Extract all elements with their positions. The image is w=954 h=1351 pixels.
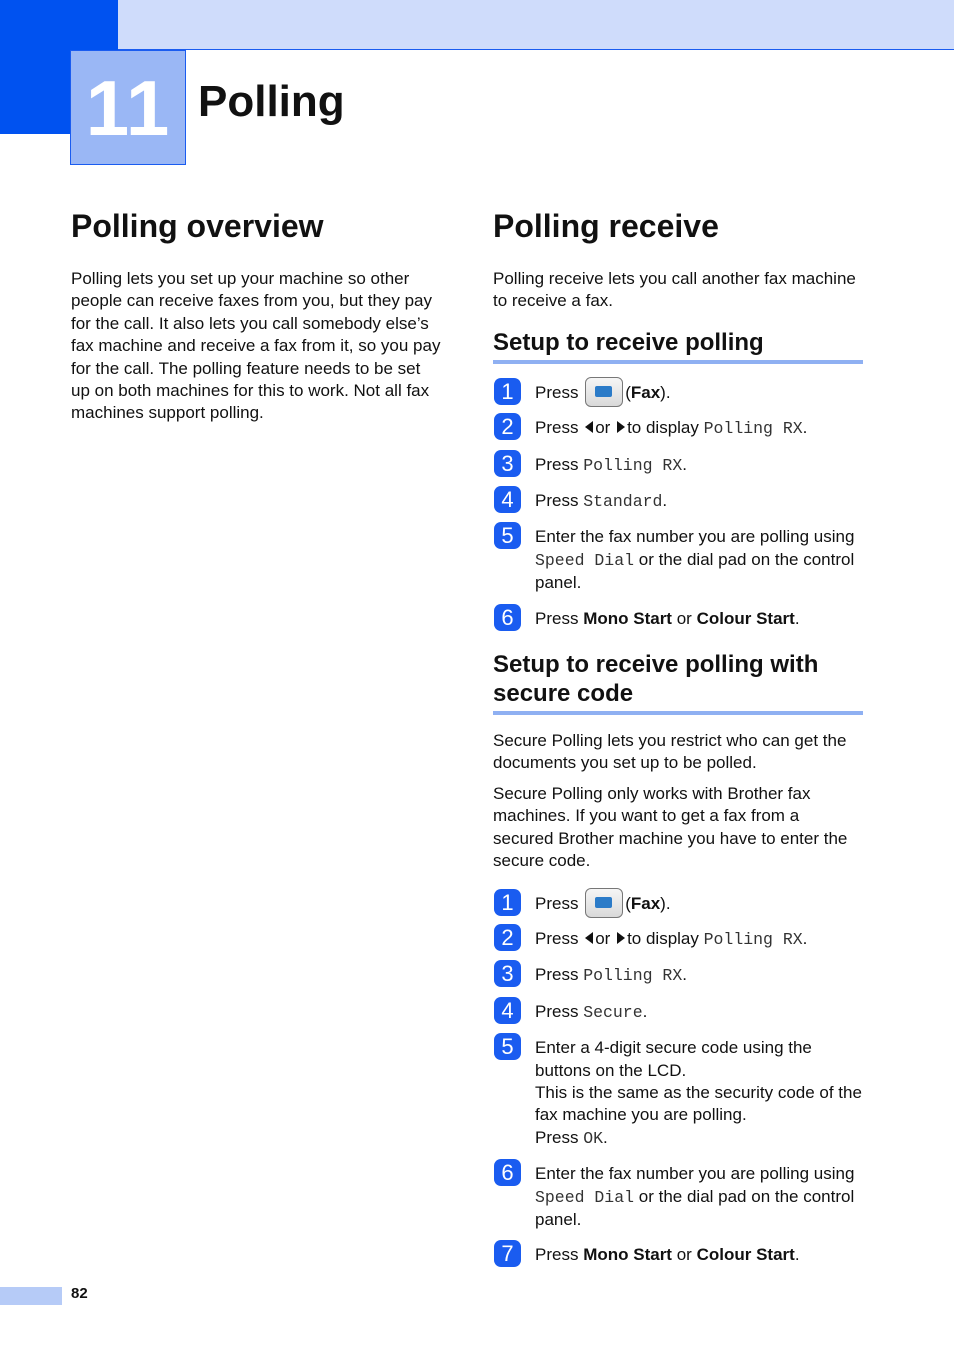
step-number: 2 [494, 413, 521, 440]
fax-label: Fax [630, 382, 661, 402]
receive-section [493, 200, 863, 1280]
step: 1 Press (Fax). [493, 893, 863, 915]
lcd-text: Polling RX [703, 929, 803, 949]
step: 5 Enter a 4-digit secure code using the buttons on the LCD. This is the same as the security code of the fax machine you are polling. Press OK. [493, 1037, 863, 1150]
step: 4 Press Secure. [493, 1001, 863, 1024]
step: 4 Press Standard. [493, 490, 863, 513]
step-number: 6 [494, 1159, 521, 1186]
step-number: 3 [494, 960, 521, 987]
setup-heading: Setup to receive polling [493, 328, 863, 364]
left-arrow-icon [585, 932, 593, 944]
step: 7 Press Mono Start or Colour Start. [493, 1244, 863, 1266]
step-number: 5 [494, 522, 521, 549]
step-number: 3 [494, 450, 521, 477]
setup-steps [493, 378, 863, 630]
lcd-text: Standard [583, 492, 663, 512]
page-tab [0, 1287, 62, 1305]
fax-button-icon [585, 377, 623, 407]
lcd-text: Polling RX [703, 419, 803, 439]
colour-start-label: Colour Start [696, 1245, 795, 1265]
step: 2 Press or to display Polling RX. [493, 928, 863, 951]
receive-intro: Polling receive lets you call another fax machine to receive a fax. [493, 269, 856, 311]
secure-para-1: Secure Polling lets you restrict who can get the documents you set up to be polled. [493, 731, 847, 773]
step-number: 1 [494, 378, 521, 405]
left-arrow-icon [585, 421, 593, 433]
lcd-text: Polling RX [583, 455, 683, 475]
overview-heading: Polling overview [71, 208, 324, 244]
step: 6 Enter the fax number you are polling using Speed Dial or the dial pad on the control panel. [493, 1163, 863, 1231]
mono-start-label: Mono Start [583, 1245, 672, 1265]
header-band [0, 0, 954, 50]
step: 1 Press (Fax). [493, 382, 863, 404]
step: 3 Press Polling RX. [493, 454, 863, 477]
secure-steps [493, 889, 863, 1267]
right-arrow-icon [617, 932, 625, 944]
mono-start-label: Mono Start [583, 608, 672, 628]
step: 2 Press or to display Polling RX. [493, 417, 863, 440]
right-arrow-icon [617, 421, 625, 433]
fax-label: Fax [630, 893, 661, 913]
step: 6 Press Mono Start or Colour Start. [493, 608, 863, 630]
receive-heading: Polling receive [493, 208, 719, 244]
step-number: 4 [494, 997, 521, 1024]
lcd-text: Speed Dial [535, 550, 635, 570]
overview-body: Polling lets you set up your machine so other people can receive faxes from you, but they pay for the call. It also lets you call somebody else’s fax machine and receive a fax from it, so you pay for the call. The polling feature needs to be set up on both machines for this to work. Not all fax machines support polling. [71, 269, 441, 423]
step-number: 7 [494, 1240, 521, 1267]
secure-heading: Setup to receive polling with secure code [493, 650, 863, 715]
page-number: 82 [71, 1285, 88, 1302]
lcd-text: Polling RX [583, 966, 683, 986]
step-number: 2 [494, 924, 521, 951]
step-number: 4 [494, 486, 521, 513]
lcd-text: Secure [583, 1002, 643, 1022]
chapter-number: 11 [85, 64, 171, 152]
chapter-title: Polling [198, 77, 345, 126]
secure-para-2: Secure Polling only works with Brother fax machines. If you want to get a fax from a secured Brother machine you have to enter the secure code. [493, 783, 848, 871]
step: 5 Enter the fax number you are polling using Speed Dial or the dial pad on the control panel. [493, 526, 863, 594]
lcd-text: OK [583, 1128, 604, 1148]
overview-section [71, 200, 443, 425]
step-number: 1 [494, 889, 521, 916]
step: 3 Press Polling RX. [493, 964, 863, 987]
step-number: 5 [494, 1033, 521, 1060]
lcd-text: Speed Dial [535, 1187, 635, 1207]
fax-button-icon [585, 888, 623, 918]
step-number: 6 [494, 604, 521, 631]
colour-start-label: Colour Start [696, 608, 795, 628]
